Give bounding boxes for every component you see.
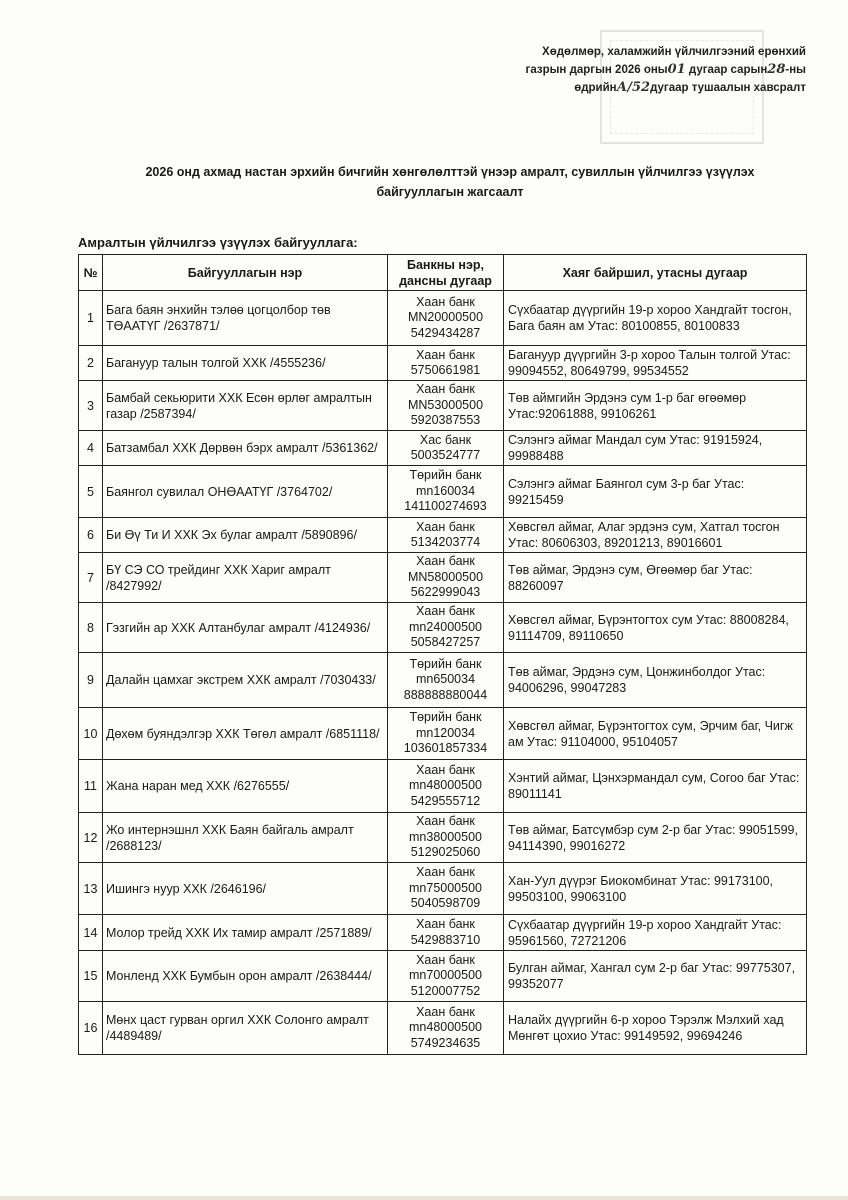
row-number: 12 [79,813,103,863]
organization-name: Монленд ХХК Бумбын орон амралт /2638444/ [103,951,388,1002]
account-number-2: 5920387553 [410,413,481,428]
bank-name: Хаан банк [416,952,475,967]
account-number-2: 5129025060 [410,845,481,860]
row-number: 14 [79,915,103,951]
account-number-1: mn75000500 [409,880,482,895]
bank-cell [388,863,504,915]
account-number-2: 888888880044 [403,687,488,702]
document-title [100,162,800,202]
bank-cell [388,951,504,1002]
address-phone: Сэлэнгэ аймаг Мандал сум Утас: 91915924, 99988488 [504,431,807,466]
account-number-2: 141100274693 [404,499,487,514]
account-number-2: 5058427257 [410,635,481,650]
account-number-2: 103601857334 [403,741,488,756]
table-row [79,346,807,381]
appendix-line-2: газрын даргын 2026 оны01 дугаар сарын28-ны [525,62,806,77]
row-number: 1 [79,291,103,346]
bank-name: Хаан банк [416,382,475,397]
account-number-2: 5429555712 [410,793,481,808]
table-row [79,863,807,915]
bank-name: Хаан банк [416,865,475,880]
bank-cell [388,653,504,708]
bank-name: Төрийн банк [409,656,482,671]
handwritten-month: 01 [667,62,686,77]
account-number-1: MN53000500 [407,397,484,412]
address-phone: Сэлэнгэ аймаг Баянгол сум 3-р баг Утас: 99215459 [504,466,807,518]
appendix-line-1: Хөдөлмөр, халамжийн үйлчилгээний ерөнхий [542,46,806,58]
bank-cell [388,760,504,813]
row-number: 8 [79,603,103,653]
account-number-1: 5003524777 [410,448,481,462]
bank-name: Хаан банк [416,917,475,931]
section-label: Амралтын үйлчилгээ үзүүлэх байгууллага: [78,235,358,250]
organization-name: Багануур талын толгой ХХК /4555236/ [103,346,388,381]
account-number-2: 5429434287 [410,325,481,340]
header-address: Хаяг байршил, утасны дугаар [504,255,807,291]
row-number: 7 [79,553,103,603]
bank-name: Хаан банк [416,554,475,569]
account-number-1: mn24000500 [409,619,482,634]
table-row [79,915,807,951]
account-number-1: MN20000500 [407,310,484,325]
address-phone: Сүхбаатар дүүргийн 19-р хороо Хандгайт Утас: 95961560, 72721206 [504,915,807,951]
address-phone: Налайх дүүргийн 6-р хороо Тэрэлж Мэлхий хад Мөнгөт цохио Утас: 99149592, 99694246 [504,1002,807,1055]
organization-name: Жо интернэшнл ХХК Баян байгаль амралт /2688123/ [103,813,388,863]
account-number-1: mn650034 [415,672,476,687]
address-phone: Хан-Уул дүүрэг Биокомбинат Утас: 99173100, 99503100, 99063100 [504,863,807,915]
organization-name: Баянгол сувилал ОНӨААТҮГ /3764702/ [103,466,388,518]
account-number-2: 5749234635 [410,1035,481,1050]
account-number-2: 5040598709 [410,896,481,911]
account-number-1: mn120034 [415,725,476,740]
bank-name: Хаан банк [416,814,475,829]
address-phone: Булган аймаг, Хангал сум 2-р баг Утас: 99775307, 99352077 [504,951,807,1002]
bank-name: Хаан банк [416,762,475,777]
organizations-table [78,254,807,1055]
bank-name: Хаан банк [416,604,475,619]
table-row [79,708,807,760]
header-name: Байгууллагын нэр [103,255,388,291]
bank-name: Хаан банк [416,1004,475,1019]
row-number: 5 [79,466,103,518]
account-number-2: 5120007752 [410,983,481,998]
organization-name: Молор трейд ХХК Их тамир амралт /2571889/ [103,915,388,951]
organization-name: Жана наран мед ХХК /6276555/ [103,760,388,813]
row-number: 6 [79,518,103,553]
bank-cell [388,346,504,381]
table-row [79,653,807,708]
account-number-1: mn160034 [415,483,476,498]
header-bank: Банкны нэр, дансны дугаар [388,255,504,291]
table-row [79,518,807,553]
bank-name: Төрийн банк [409,468,482,483]
organization-name: Мөнх цаст гурван оргил ХХК Солонго амралт /4489489/ [103,1002,388,1055]
table-row [79,760,807,813]
address-phone: Төв аймгийн Эрдэнэ сум 1-р баг өгөөмөр Утас:92061888, 99106261 [504,381,807,431]
header-number: № [79,255,103,291]
account-number-2: 5622999043 [410,585,481,600]
table-row [79,466,807,518]
bank-cell [388,708,504,760]
address-phone: Төв аймаг, Батсүмбэр сум 2-р баг Утас: 99051599, 94114390, 99016272 [504,813,807,863]
table-row [79,431,807,466]
table-row [79,951,807,1002]
row-number: 13 [79,863,103,915]
address-phone: Хөвсгөл аймаг, Бүрэнтогтох сум Утас: 88008284, 91114709, 89110650 [504,603,807,653]
appendix-note [506,44,806,97]
organization-name: Бамбай секьюрити ХХК Есөн өрлөг амралтын газар /2587394/ [103,381,388,431]
bank-name: Хаан банк [416,519,475,534]
organization-name: Гэзгийн ар ХХК Алтанбулаг амралт /4124936/ [103,603,388,653]
bank-name: Хас банк [419,432,472,447]
organization-name: Би Өү Ти И ХХК Эх булаг амралт /5890896/ [103,518,388,553]
table-header-row [79,255,807,291]
bank-cell [388,915,504,951]
bank-cell [388,1002,504,1055]
bank-cell [388,466,504,518]
row-number: 15 [79,951,103,1002]
organization-name: Батзамбал ХХК Дөрвөн бэрх амралт /5361362/ [103,431,388,466]
bank-cell [388,518,504,553]
organization-name: Дөхөм буяндэлгэр ХХК Төгөл амралт /6851118/ [103,708,388,760]
row-number: 11 [79,760,103,813]
table-row [79,1002,807,1055]
organization-name: Ишингэ нуур ХХК /2646196/ [103,863,388,915]
organization-name: Далайн цамхаг экстрем ХХК амралт /7030433/ [103,653,388,708]
bank-name: Хаан банк [416,347,475,362]
account-number-1: MN58000500 [407,569,484,584]
table-row [79,291,807,346]
bank-cell [388,553,504,603]
table-row [79,381,807,431]
account-number-1: mn48000500 [409,1020,482,1035]
address-phone: Хөвсгөл аймаг, Бүрэнтогтох сум, Эрчим баг, Чигж ам Утас: 91104000, 95104057 [504,708,807,760]
account-number-1: mn48000500 [409,778,482,793]
handwritten-order-number: А/52 [616,80,651,95]
title-line-1: 2026 онд ахмад настан эрхийн бичгийн хөнгөлөлттэй үнээр амралт, сувиллын үйлчилгээ үзүүлэх [145,165,755,179]
account-number-1: mn70000500 [409,968,482,983]
bank-cell [388,813,504,863]
organization-name: БҮ СЭ СО трейдинг ХХК Хариг амралт /8427992/ [103,553,388,603]
row-number: 9 [79,653,103,708]
table-row [79,813,807,863]
bank-cell [388,431,504,466]
table-row [79,603,807,653]
row-number: 2 [79,346,103,381]
bank-cell [388,291,504,346]
account-number-1: 5429883710 [410,932,481,947]
account-number-1: 5750661981 [410,363,481,377]
table-row [79,553,807,603]
row-number: 4 [79,431,103,466]
address-phone: Хөвсгөл аймаг, Алаг эрдэнэ сум, Хатгал тосгон Утас: 80606303, 89201213, 89016601 [504,518,807,553]
account-number-1: mn38000500 [409,829,482,844]
row-number: 3 [79,381,103,431]
address-phone: Хэнтий аймаг, Цэнхэрмандал сум, Согоо баг Утас: 89011141 [504,760,807,813]
address-phone: Багануур дүүргийн 3-р хороо Талын толгой Утас: 99094552, 80649799, 99534552 [504,346,807,381]
bank-cell [388,381,504,431]
organization-name: Бага баян энхийн тэлөө цогцолбор төв ТӨААТҮГ /2637871/ [103,291,388,346]
address-phone: Сүхбаатар дүүргийн 19-р хороо Хандгайт тосгон, Бага баян ам Утас: 80100855, 80100833 [504,291,807,346]
address-phone: Төв аймаг, Эрдэнэ сум, Цонжинболдог Утас: 94006296, 99047283 [504,653,807,708]
title-line-2: байгууллагын жагсаалт [376,185,524,199]
bank-name: Хаан банк [416,294,475,309]
handwritten-day: 28 [767,62,786,77]
row-number: 16 [79,1002,103,1055]
bank-name: Төрийн банк [409,710,482,725]
scan-edge [0,1196,848,1200]
appendix-line-3: өдрийнА/52дугаар тушаалын хавсралт [574,80,806,95]
address-phone: Төв аймаг, Эрдэнэ сум, Өгөөмөр баг Утас: 88260097 [504,553,807,603]
row-number: 10 [79,708,103,760]
bank-cell [388,603,504,653]
account-number-1: 5134203774 [410,535,481,549]
